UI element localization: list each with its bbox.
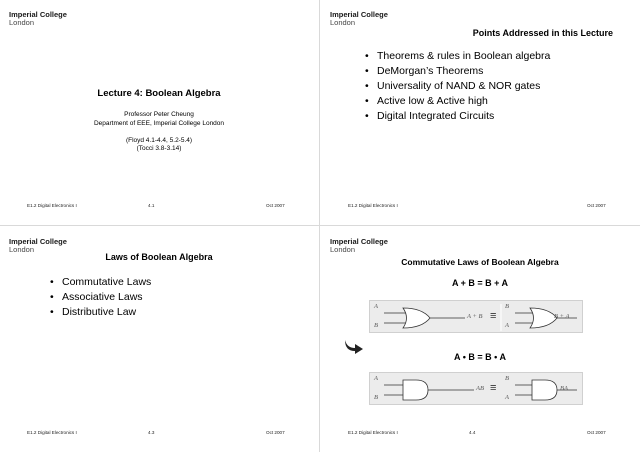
and-commutative-equation: A • B = B • A (454, 352, 506, 362)
footer-course: E1.2 Digital Electronics I (27, 430, 77, 435)
footer-slide-number: 4.1 (148, 203, 155, 208)
bullet-list (50, 275, 151, 320)
lecture-title: Lecture 4: Boolean Algebra (97, 88, 221, 99)
list-item: • Distributive Law (50, 306, 137, 318)
slide-4-3 (0, 227, 318, 451)
bullet-list (365, 49, 550, 124)
imperial-college-logo: Imperial College London (9, 237, 67, 254)
footer-date: Oct 2007 (266, 203, 285, 208)
slide-points-addressed (321, 0, 639, 224)
reference-tocci: (Tocci 3.8-3.14) (136, 145, 182, 152)
slide-heading: Points Addressed in this Lecture (472, 28, 613, 38)
footer-course: E1.2 Digital Electronics I (348, 430, 398, 435)
list-item: • Universality of NAND & NOR gates (365, 80, 541, 92)
or-gate-diagram: A B A + B ≡ B A B + A (369, 300, 583, 333)
footer-date: Oct 2007 (266, 430, 285, 435)
list-item: • Digital Integrated Circuits (365, 110, 495, 122)
list-item: • Associative Laws (50, 291, 143, 303)
list-item: • Commutative Laws (50, 276, 152, 288)
footer-date: Oct 2007 (587, 430, 606, 435)
department: Department of EEE, Imperial College London (93, 120, 225, 127)
imperial-college-logo: Imperial College London (330, 10, 388, 27)
or-commutative-equation: A + B = B + A (451, 278, 509, 288)
and-gate-diagram: A B AB ≡ B A BA (369, 372, 583, 405)
footer-slide-number: 4.4 (469, 430, 476, 435)
footer-slide-number: 4.3 (148, 430, 155, 435)
author: Professor Peter Cheung (124, 111, 194, 118)
equivalence-symbol: ≡ (490, 382, 497, 394)
imperial-college-logo: Imperial College London (9, 10, 67, 27)
slide-heading: Laws of Boolean Algebra (105, 252, 213, 262)
list-item: • Active low & Active high (365, 95, 488, 107)
equivalence-symbol: ≡ (490, 310, 497, 322)
footer-course: E1.2 Digital Electronics I (348, 203, 398, 208)
reference-floyd: (Floyd 4.1-4.4, 5.2-5.4) (125, 137, 193, 144)
footer-course: E1.2 Digital Electronics I (27, 203, 77, 208)
footer-date: Oct 2007 (587, 203, 606, 208)
slide-4-1 (0, 0, 318, 224)
slide-heading: Commutative Laws of Boolean Algebra (401, 257, 559, 267)
slide-4-4 (321, 227, 639, 451)
list-item: • DeMorgan’s Theorems (365, 65, 484, 77)
list-item: • Theorems & rules in Boolean algebra (365, 50, 551, 62)
horizontal-divider (0, 225, 640, 226)
imperial-college-logo: Imperial College London (330, 237, 388, 254)
vertical-divider (319, 0, 320, 452)
